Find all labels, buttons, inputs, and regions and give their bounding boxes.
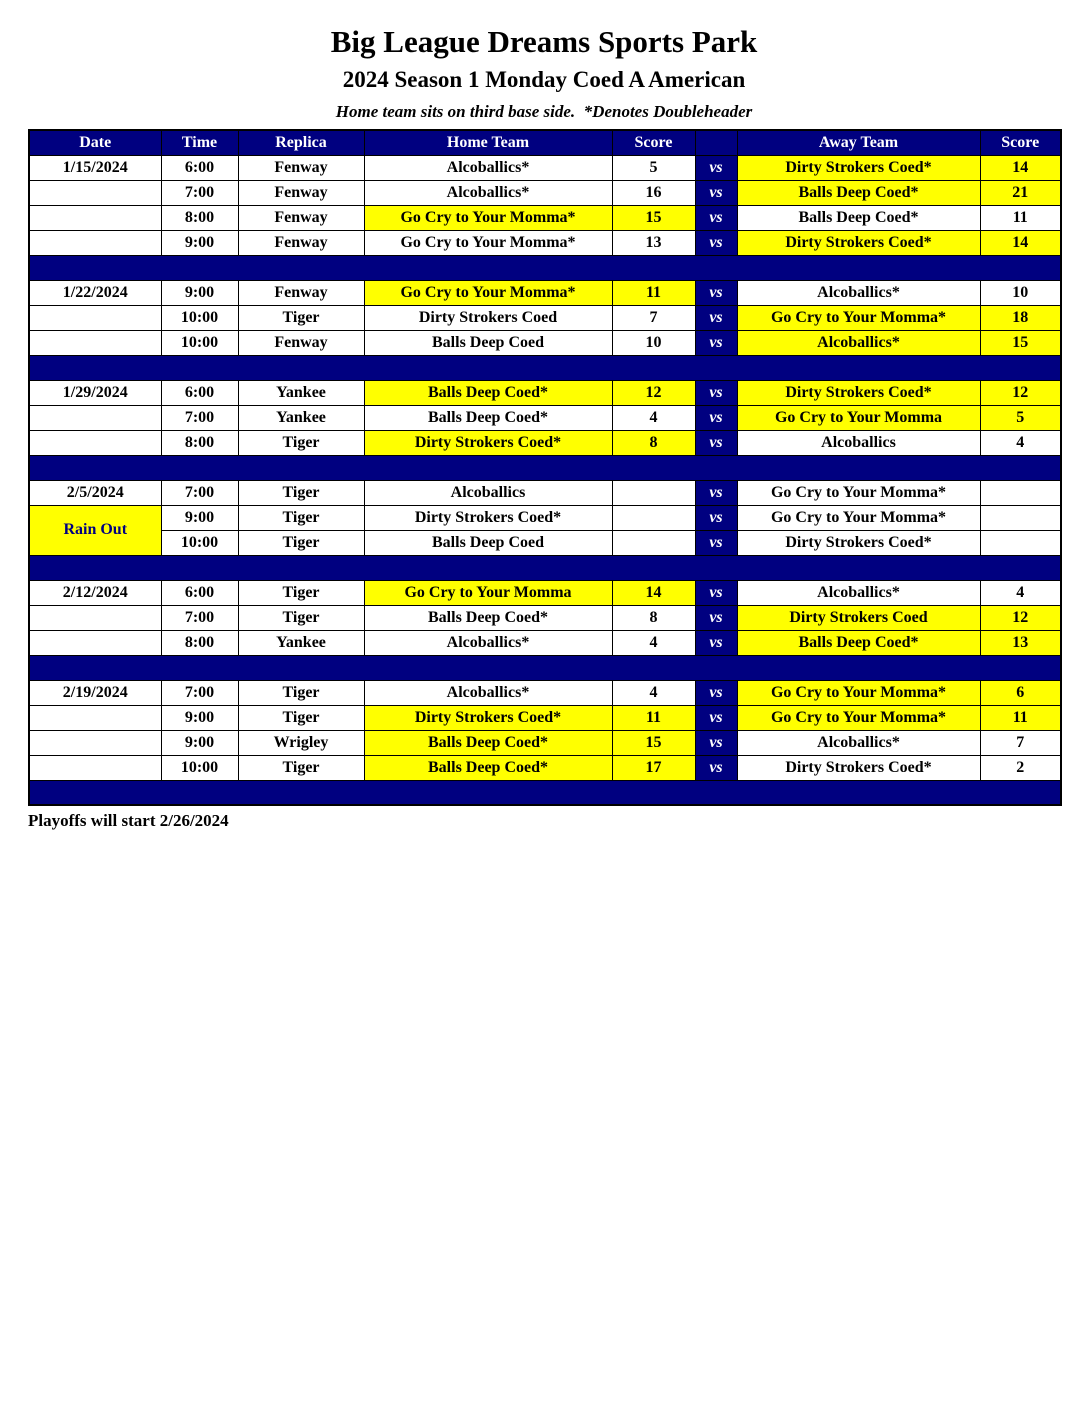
column-header-away-team: Away Team — [737, 130, 980, 155]
date-cell — [29, 205, 161, 230]
home-team-cell: Balls Deep Coed* — [364, 405, 612, 430]
away-team-cell: Go Cry to Your Momma* — [737, 305, 980, 330]
replica-cell: Tiger — [238, 505, 364, 530]
separator-row — [29, 355, 1061, 380]
away-score-cell: 11 — [980, 205, 1061, 230]
replica-cell: Tiger — [238, 530, 364, 555]
time-cell: 6:00 — [161, 155, 238, 180]
away-team-cell: Alcoballics* — [737, 280, 980, 305]
replica-cell: Tiger — [238, 580, 364, 605]
time-cell: 8:00 — [161, 205, 238, 230]
vs-cell: vs — [695, 505, 737, 530]
home-score-cell — [612, 505, 695, 530]
replica-cell: Wrigley — [238, 730, 364, 755]
home-score-cell: 8 — [612, 430, 695, 455]
vs-cell: vs — [695, 180, 737, 205]
away-team-cell: Dirty Strokers Coed — [737, 605, 980, 630]
game-row — [29, 205, 1061, 230]
vs-cell: vs — [695, 155, 737, 180]
vs-cell: vs — [695, 280, 737, 305]
home-score-cell: 10 — [612, 330, 695, 355]
away-team-cell: Dirty Strokers Coed* — [737, 155, 980, 180]
time-cell: 7:00 — [161, 405, 238, 430]
away-score-cell: 18 — [980, 305, 1061, 330]
schedule-note: Home team sits on third base side. *Denotes Doubleheader — [335, 102, 753, 121]
home-score-cell: 4 — [612, 680, 695, 705]
replica-cell: Tiger — [238, 605, 364, 630]
date-cell — [29, 230, 161, 255]
date-cell — [29, 430, 161, 455]
date-cell — [29, 630, 161, 655]
date-cell — [29, 755, 161, 780]
date-cell — [29, 180, 161, 205]
page-subtitle: 2024 Season 1 Monday Coed A American — [342, 67, 746, 92]
separator-row — [29, 780, 1061, 805]
separator-cell — [29, 355, 1061, 380]
home-score-cell — [612, 480, 695, 505]
away-score-cell — [980, 505, 1061, 530]
away-team-cell: Dirty Strokers Coed* — [737, 755, 980, 780]
game-row — [29, 530, 1061, 555]
date-cell — [29, 330, 161, 355]
away-score-cell: 4 — [980, 430, 1061, 455]
vs-cell: vs — [695, 730, 737, 755]
vs-cell: vs — [695, 380, 737, 405]
separator-row — [29, 655, 1061, 680]
date-cell — [29, 605, 161, 630]
away-score-cell: 2 — [980, 755, 1061, 780]
away-score-cell: 11 — [980, 705, 1061, 730]
away-score-cell — [980, 530, 1061, 555]
replica-cell: Fenway — [238, 280, 364, 305]
home-score-cell: 14 — [612, 580, 695, 605]
time-cell: 10:00 — [161, 755, 238, 780]
home-team-cell: Dirty Strokers Coed — [364, 305, 612, 330]
replica-cell: Tiger — [238, 755, 364, 780]
game-row — [29, 630, 1061, 655]
away-team-cell: Go Cry to Your Momma* — [737, 480, 980, 505]
replica-cell: Tiger — [238, 680, 364, 705]
away-team-cell: Go Cry to Your Momma* — [737, 705, 980, 730]
home-team-cell: Dirty Strokers Coed* — [364, 505, 612, 530]
page-title: Big League Dreams Sports Park — [330, 24, 758, 59]
away-team-cell: Alcoballics* — [737, 330, 980, 355]
time-cell: 6:00 — [161, 380, 238, 405]
header-row — [29, 130, 1061, 155]
home-score-cell: 4 — [612, 630, 695, 655]
away-score-cell — [980, 480, 1061, 505]
home-team-cell: Alcoballics* — [364, 180, 612, 205]
date-cell: 1/29/2024 — [29, 380, 161, 405]
table-header — [29, 130, 1061, 155]
replica-cell: Fenway — [238, 155, 364, 180]
table-body — [29, 155, 1061, 805]
date-cell — [29, 405, 161, 430]
time-cell: 7:00 — [161, 680, 238, 705]
home-score-cell: 4 — [612, 405, 695, 430]
game-row — [29, 330, 1061, 355]
home-team-cell: Dirty Strokers Coed* — [364, 705, 612, 730]
away-team-cell: Alcoballics* — [737, 580, 980, 605]
time-cell: 10:00 — [161, 305, 238, 330]
away-score-cell: 13 — [980, 630, 1061, 655]
time-cell: 10:00 — [161, 330, 238, 355]
game-row — [29, 480, 1061, 505]
away-score-cell: 10 — [980, 280, 1061, 305]
away-team-cell: Alcoballics — [737, 430, 980, 455]
home-team-cell: Go Cry to Your Momma* — [364, 205, 612, 230]
date-cell: 1/22/2024 — [29, 280, 161, 305]
vs-cell: vs — [695, 755, 737, 780]
away-team-cell: Alcoballics* — [737, 730, 980, 755]
home-team-cell: Alcoballics* — [364, 155, 612, 180]
vs-cell: vs — [695, 630, 737, 655]
home-score-cell: 5 — [612, 155, 695, 180]
home-team-cell: Go Cry to Your Momma* — [364, 230, 612, 255]
home-team-cell: Alcoballics* — [364, 680, 612, 705]
away-team-cell: Dirty Strokers Coed* — [737, 380, 980, 405]
time-cell: 7:00 — [161, 605, 238, 630]
game-row — [29, 155, 1061, 180]
vs-cell: vs — [695, 530, 737, 555]
away-team-cell: Dirty Strokers Coed* — [737, 230, 980, 255]
date-cell — [29, 730, 161, 755]
replica-cell: Tiger — [238, 305, 364, 330]
date-cell: 2/5/2024 — [29, 480, 161, 505]
vs-cell: vs — [695, 705, 737, 730]
away-score-cell: 5 — [980, 405, 1061, 430]
game-row — [29, 280, 1061, 305]
away-score-cell: 15 — [980, 330, 1061, 355]
vs-cell: vs — [695, 330, 737, 355]
separator-cell — [29, 655, 1061, 680]
column-header-vs — [695, 130, 737, 155]
game-row — [29, 305, 1061, 330]
time-cell: 8:00 — [161, 430, 238, 455]
home-score-cell: 12 — [612, 380, 695, 405]
replica-cell: Fenway — [238, 205, 364, 230]
home-team-cell: Alcoballics* — [364, 630, 612, 655]
game-row — [29, 730, 1061, 755]
time-cell: 7:00 — [161, 480, 238, 505]
game-row — [29, 180, 1061, 205]
game-row — [29, 230, 1061, 255]
game-row — [29, 605, 1061, 630]
home-score-cell: 17 — [612, 755, 695, 780]
home-team-cell: Alcoballics — [364, 480, 612, 505]
home-score-cell: 16 — [612, 180, 695, 205]
away-team-cell: Go Cry to Your Momma* — [737, 680, 980, 705]
vs-cell: vs — [695, 405, 737, 430]
vs-cell: vs — [695, 305, 737, 330]
time-cell: 9:00 — [161, 730, 238, 755]
home-team-cell: Balls Deep Coed — [364, 530, 612, 555]
away-score-cell: 6 — [980, 680, 1061, 705]
separator-cell — [29, 255, 1061, 280]
time-cell: 7:00 — [161, 180, 238, 205]
time-cell: 10:00 — [161, 530, 238, 555]
date-cell: 2/12/2024 — [29, 580, 161, 605]
column-header-score: Score — [980, 130, 1061, 155]
away-team-cell: Balls Deep Coed* — [737, 180, 980, 205]
home-team-cell: Dirty Strokers Coed* — [364, 430, 612, 455]
time-cell: 6:00 — [161, 580, 238, 605]
separator-cell — [29, 455, 1061, 480]
away-score-cell: 14 — [980, 230, 1061, 255]
replica-cell: Yankee — [238, 380, 364, 405]
replica-cell: Fenway — [238, 230, 364, 255]
away-team-cell: Balls Deep Coed* — [737, 630, 980, 655]
separator-row — [29, 555, 1061, 580]
home-team-cell: Balls Deep Coed — [364, 330, 612, 355]
game-row — [29, 580, 1061, 605]
date-cell: 2/19/2024 — [29, 680, 161, 705]
away-team-cell: Go Cry to Your Momma* — [737, 505, 980, 530]
playoffs-note: Playoffs will start 2/26/2024 — [28, 811, 229, 830]
game-row — [29, 505, 1061, 530]
vs-cell: vs — [695, 430, 737, 455]
home-team-cell: Go Cry to Your Momma — [364, 580, 612, 605]
rainout-cell: Rain Out — [29, 505, 161, 555]
time-cell: 9:00 — [161, 230, 238, 255]
time-cell: 9:00 — [161, 505, 238, 530]
separator-row — [29, 455, 1061, 480]
column-header-score: Score — [612, 130, 695, 155]
game-row — [29, 405, 1061, 430]
home-team-cell: Balls Deep Coed* — [364, 730, 612, 755]
vs-cell: vs — [695, 480, 737, 505]
column-header-home-team: Home Team — [364, 130, 612, 155]
schedule-table — [28, 129, 1062, 806]
away-score-cell: 12 — [980, 605, 1061, 630]
time-cell: 8:00 — [161, 630, 238, 655]
home-score-cell: 15 — [612, 205, 695, 230]
time-cell: 9:00 — [161, 705, 238, 730]
replica-cell: Tiger — [238, 480, 364, 505]
column-header-date: Date — [29, 130, 161, 155]
replica-cell: Yankee — [238, 405, 364, 430]
replica-cell: Fenway — [238, 180, 364, 205]
home-team-cell: Balls Deep Coed* — [364, 380, 612, 405]
separator-cell — [29, 780, 1061, 805]
away-score-cell: 14 — [980, 155, 1061, 180]
home-team-cell: Go Cry to Your Momma* — [364, 280, 612, 305]
home-score-cell: 15 — [612, 730, 695, 755]
column-header-replica: Replica — [238, 130, 364, 155]
away-score-cell: 4 — [980, 580, 1061, 605]
date-cell — [29, 705, 161, 730]
away-team-cell: Balls Deep Coed* — [737, 205, 980, 230]
away-team-cell: Dirty Strokers Coed* — [737, 530, 980, 555]
game-row — [29, 430, 1061, 455]
game-row — [29, 380, 1061, 405]
home-score-cell: 11 — [612, 705, 695, 730]
home-team-cell: Balls Deep Coed* — [364, 755, 612, 780]
separator-cell — [29, 555, 1061, 580]
home-score-cell: 8 — [612, 605, 695, 630]
date-cell — [29, 305, 161, 330]
replica-cell: Tiger — [238, 430, 364, 455]
vs-cell: vs — [695, 605, 737, 630]
date-cell: 1/15/2024 — [29, 155, 161, 180]
vs-cell: vs — [695, 205, 737, 230]
replica-cell: Tiger — [238, 705, 364, 730]
home-team-cell: Balls Deep Coed* — [364, 605, 612, 630]
game-row — [29, 680, 1061, 705]
game-row — [29, 705, 1061, 730]
vs-cell: vs — [695, 230, 737, 255]
time-cell: 9:00 — [161, 280, 238, 305]
replica-cell: Fenway — [238, 330, 364, 355]
separator-row — [29, 255, 1061, 280]
away-score-cell: 7 — [980, 730, 1061, 755]
away-score-cell: 12 — [980, 380, 1061, 405]
home-score-cell: 7 — [612, 305, 695, 330]
game-row — [29, 755, 1061, 780]
replica-cell: Yankee — [238, 630, 364, 655]
vs-cell: vs — [695, 680, 737, 705]
vs-cell: vs — [695, 580, 737, 605]
column-header-time: Time — [161, 130, 238, 155]
home-score-cell: 11 — [612, 280, 695, 305]
away-team-cell: Go Cry to Your Momma — [737, 405, 980, 430]
home-score-cell — [612, 530, 695, 555]
home-score-cell: 13 — [612, 230, 695, 255]
away-score-cell: 21 — [980, 180, 1061, 205]
